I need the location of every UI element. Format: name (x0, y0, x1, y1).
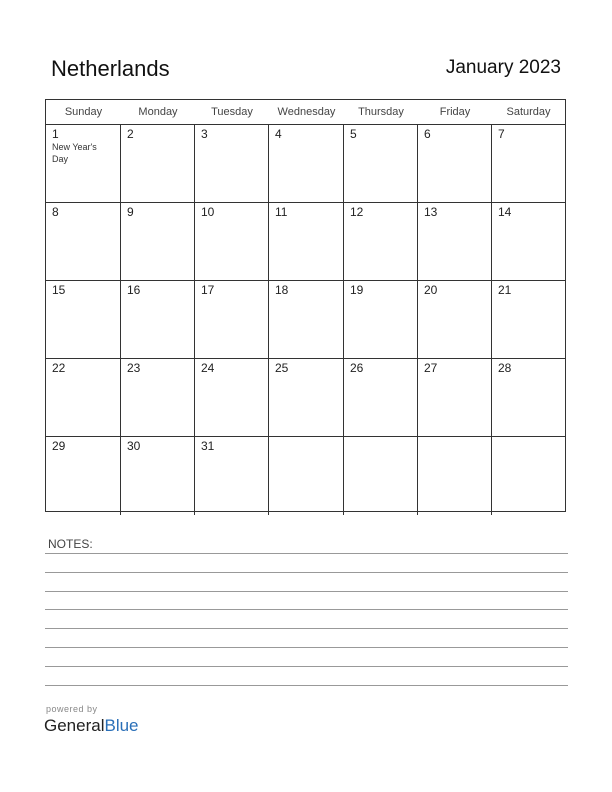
day-number: 15 (52, 283, 66, 297)
brand-blue-text: Blue (104, 716, 139, 735)
day-number: 6 (424, 127, 431, 141)
day-number: 20 (424, 283, 438, 297)
day-number: 18 (275, 283, 289, 297)
day-cell (418, 203, 492, 281)
weekday-monday: Monday (138, 106, 178, 118)
notes-line (45, 685, 568, 686)
day-number: 24 (201, 361, 215, 375)
notes-line (45, 647, 568, 648)
calendar-grid (45, 99, 566, 512)
notes-line (45, 628, 568, 629)
country-title: Netherlands (51, 56, 170, 81)
day-cell (344, 203, 418, 281)
weekday-sunday: Sunday (64, 106, 103, 118)
day-number: 9 (127, 205, 134, 219)
day-number: 14 (498, 205, 512, 219)
day-cell (46, 125, 121, 203)
day-number: 16 (127, 283, 141, 297)
day-number: 28 (498, 361, 512, 375)
day-cell (195, 281, 269, 359)
day-cell (121, 125, 195, 203)
day-number: 2 (127, 127, 134, 141)
day-number: 22 (52, 361, 66, 375)
day-cell (418, 359, 492, 437)
day-number: 31 (201, 439, 215, 453)
day-cell (195, 125, 269, 203)
weekday-tuesday: Tuesday (211, 106, 253, 118)
day-number: 26 (350, 361, 364, 375)
weekday-friday: Friday (439, 106, 471, 118)
day-cell (121, 203, 195, 281)
day-cell (269, 281, 344, 359)
day-cell (418, 437, 492, 515)
day-number: 30 (127, 439, 141, 453)
notes-line (45, 572, 568, 573)
day-number: 7 (498, 127, 505, 141)
day-cell (492, 203, 565, 281)
holiday-label: New Year's Day (52, 142, 97, 164)
day-cell (269, 125, 344, 203)
day-number: 13 (424, 205, 438, 219)
day-number: 19 (350, 283, 364, 297)
weekday-thursday: Thursday (358, 106, 404, 118)
day-cell (121, 437, 195, 515)
day-number: 17 (201, 283, 215, 297)
day-cell (492, 437, 565, 515)
day-number: 23 (127, 361, 141, 375)
notes-line (45, 591, 568, 592)
powered-by-text: powered by (46, 704, 98, 714)
day-cell (121, 281, 195, 359)
month-title: January 2023 (445, 57, 561, 78)
day-cell (269, 203, 344, 281)
brand-general-text: General (44, 716, 105, 735)
day-cell (344, 359, 418, 437)
day-number: 21 (498, 283, 512, 297)
day-number: 1 (52, 127, 59, 141)
day-cell (46, 359, 121, 437)
day-cell (195, 203, 269, 281)
day-number: 27 (424, 361, 438, 375)
day-cell (418, 125, 492, 203)
day-number: 29 (52, 439, 66, 453)
day-number: 12 (350, 205, 364, 219)
day-cell (344, 125, 418, 203)
day-cell (195, 359, 269, 437)
generalblue-logo (44, 716, 139, 736)
day-number: 8 (52, 205, 59, 219)
weekday-saturday: Saturday (506, 106, 551, 118)
day-number: 11 (275, 205, 288, 219)
day-cell (492, 281, 565, 359)
day-cell (46, 203, 121, 281)
day-cell (121, 359, 195, 437)
day-cell (344, 437, 418, 515)
day-cell (492, 125, 565, 203)
day-number: 4 (275, 127, 282, 141)
day-cell (269, 437, 344, 515)
day-cell (492, 359, 565, 437)
day-cell (269, 359, 344, 437)
weekday-wednesday: Wednesday (277, 106, 336, 118)
day-cell (46, 281, 121, 359)
notes-line (45, 666, 568, 667)
notes-line (45, 553, 568, 554)
day-number: 3 (201, 127, 208, 141)
day-cell (344, 281, 418, 359)
day-number: 25 (275, 361, 289, 375)
day-number: 5 (350, 127, 357, 141)
weekday-header-row (46, 100, 565, 125)
day-number: 10 (201, 205, 215, 219)
notes-line (45, 609, 568, 610)
notes-label: NOTES: (48, 537, 93, 551)
day-cell (418, 281, 492, 359)
day-cell (46, 437, 121, 515)
day-cell (195, 437, 269, 515)
